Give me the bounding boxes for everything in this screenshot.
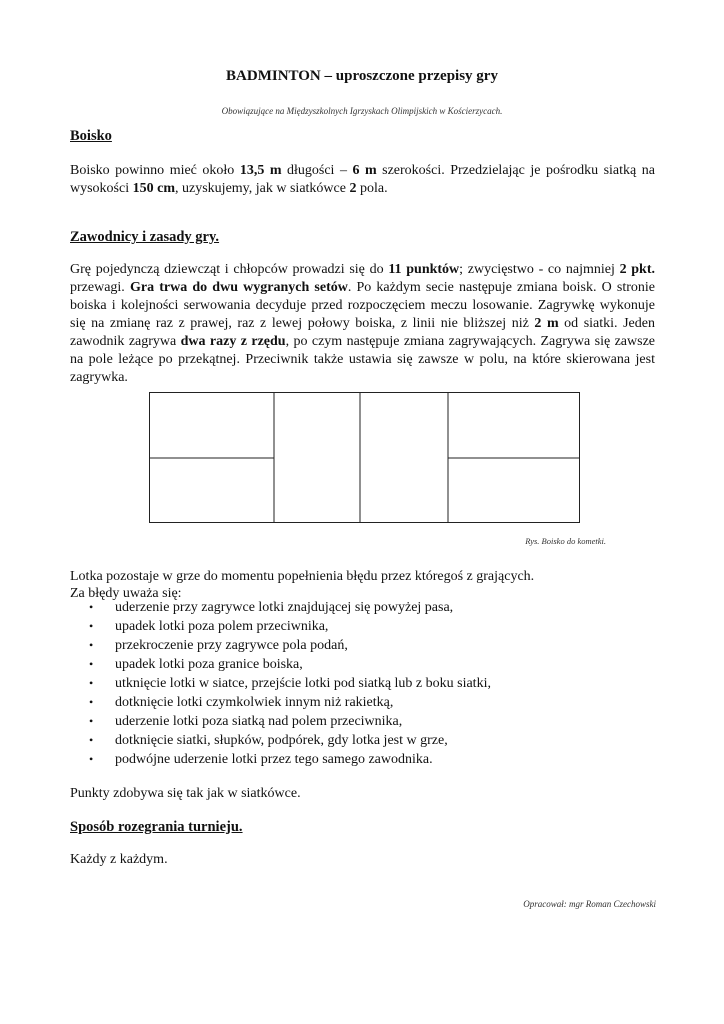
bullet-icon: • — [89, 619, 94, 633]
fault-text: uderzenie lotki poza siatką nad polem przeciwnika, — [115, 714, 403, 729]
page-title: BADMINTON – uproszczone przepisy gry — [226, 68, 498, 84]
fault-text: przekroczenie przy zagrywce pola podań, — [115, 638, 348, 653]
heading-boisko: Boisko — [70, 128, 112, 144]
fault-list-item — [70, 617, 630, 636]
fault-list-item — [70, 636, 630, 655]
paragraph-zawodnicy: Grę pojedynczą dziewcząt i chłopców prowadzi się do 11 punktów; zwycięstwo - co najmniej 2 pkt. przewagi. Gra trwa do dwu wygranych setów. Po każdym secie następuje zmiana boisk. O stronie boiska i kolejności serwowania decyduje przed rozpoczęciem meczu losowanie. Zagrywkę wykonuje się na zmianę raz z prawej, raz z lewej połowy boiska, z linii nie bliższej niż 2 m od siatki. Jeden zawodnik zagrywa dwa razy z rzędu, po czym następuje zmiana zagrywających. Zagrywa się zawsze na pole leżące po przekątnej. Przeciwnik także ustawia się zawsze w polu, na które skierowana jest zagrywka. — [70, 262, 656, 385]
fault-list-item — [70, 712, 630, 731]
fault-text: utknięcie lotki w siatce, przejście lotki pod siatką lub z boku siatki, — [115, 676, 491, 691]
fault-list-item — [70, 674, 630, 693]
fault-text: dotknięcie siatki, słupków, podpórek, gdy lotka jest w grze, — [115, 733, 448, 748]
page-subtitle: Obowiązujące na Międzyszkolnych Igrzyskach Olimpijskich w Kościerzycach. — [221, 106, 503, 116]
paragraph-turniej: Każdy z każdym. — [70, 852, 168, 867]
figure-caption: Rys. Boisko do kometki. — [525, 536, 606, 546]
fault-list-item — [70, 598, 630, 617]
fault-text: dotknięcie lotki czymkolwiek innym niż rakietką, — [115, 695, 394, 710]
bullet-icon: • — [89, 752, 94, 766]
paragraph-punkty: Punkty zdobywa się tak jak w siatkówce. — [70, 786, 301, 801]
fault-text: uderzenie przy zagrywce lotki znajdującej się powyżej pasa, — [115, 600, 454, 615]
fault-list-item — [70, 693, 630, 712]
faults-intro: Za błędy uważa się: — [70, 586, 182, 601]
heading-zawodnicy: Zawodnicy i zasady gry. — [70, 229, 220, 245]
fault-text: upadek lotki poza polem przeciwnika, — [115, 619, 329, 634]
bullet-icon: • — [89, 600, 94, 614]
bullet-icon: • — [89, 714, 94, 728]
bullet-icon: • — [89, 676, 94, 690]
fault-text: podwójne uderzenie lotki przez tego samego zawodnika. — [115, 752, 433, 767]
faults-list — [70, 598, 630, 769]
fault-list-item — [70, 750, 630, 769]
bullet-icon: • — [89, 733, 94, 747]
paragraph-lotka: Lotka pozostaje w grze do momentu popełnienia błędu przez któregoś z grających. — [70, 569, 535, 584]
bullet-icon: • — [89, 695, 94, 709]
bullet-icon: • — [89, 657, 94, 671]
heading-turniej: Sposób rozegrania turnieju. — [70, 819, 243, 835]
author-signature: Opracował: mgr Roman Czechowski — [523, 899, 656, 909]
court-diagram — [149, 392, 580, 523]
fault-text: upadek lotki poza granice boiska, — [115, 657, 303, 672]
court-diagram-svg — [149, 392, 580, 523]
fault-list-item — [70, 655, 630, 674]
paragraph-boisko: Boisko powinno mieć około 13,5 m długości – 6 m szerokości. Przedzielając je pośrodku siatką na wysokości 150 cm, uzyskujemy, jak w siatkówce 2 pola. — [70, 163, 655, 196]
fault-list-item — [70, 731, 630, 750]
bullet-icon: • — [89, 638, 94, 652]
